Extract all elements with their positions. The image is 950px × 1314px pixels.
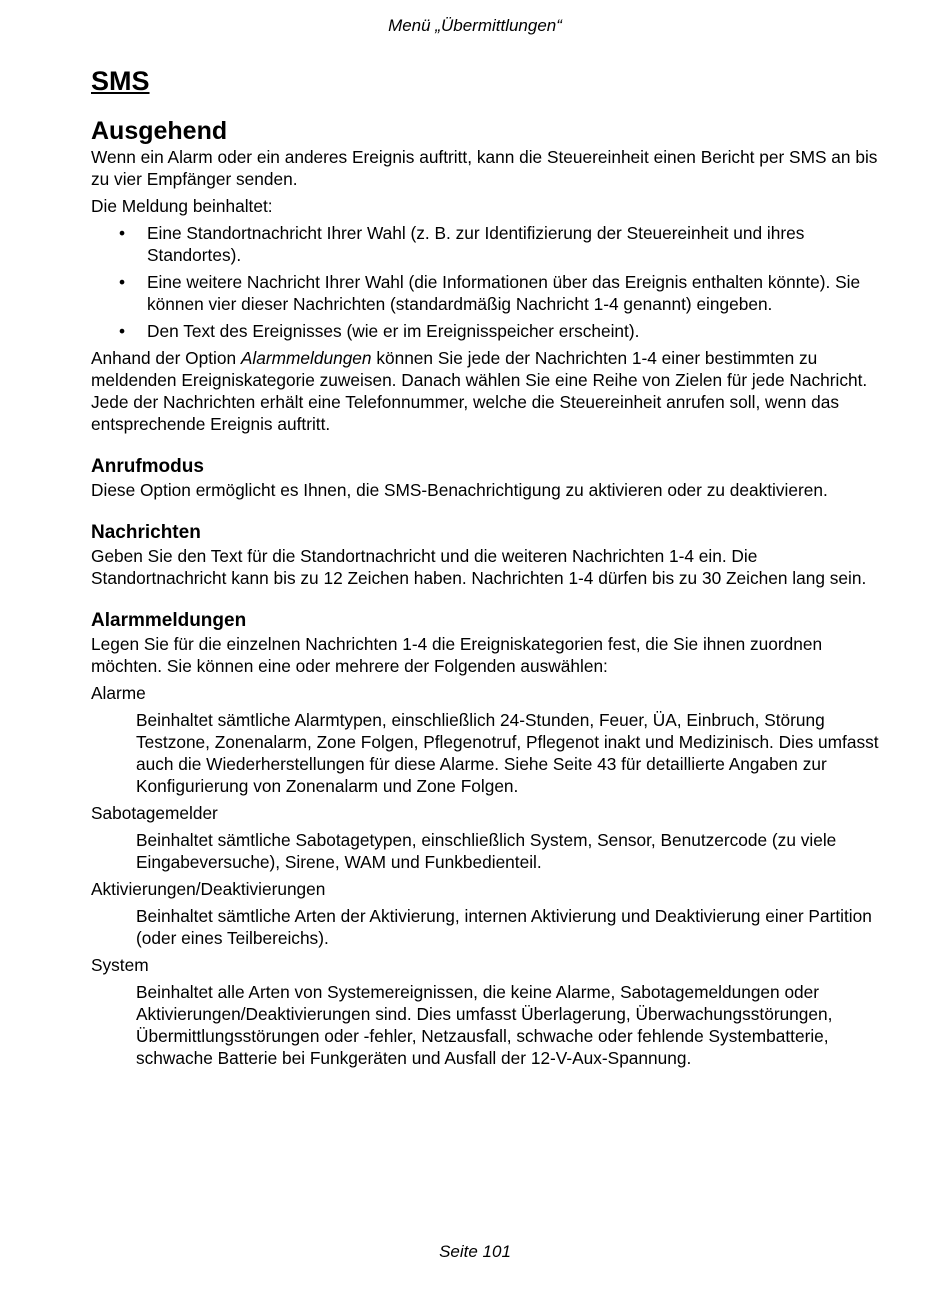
alarmmeldungen-intro: Legen Sie für die einzelnen Nachrichten 1-4 die Ereigniskategorien fest, die Sie ihnen zuordnen möchten. Sie können eine oder mehrere der Folgenden auswählen: (91, 634, 823, 676)
category-description: Beinhaltet sämtliche Sabotagetypen, einschließlich System, Sensor, Benutzercode (zu viele Eingabeversuche), Sirene, WAM und Funkbedienteil. (136, 830, 837, 872)
option-paragraph (91, 347, 881, 435)
category-description: Beinhaltet sämtliche Arten der Aktivierung, internen Aktivierung und Deaktivierung einer Partition (oder eines Teilbereichs). (136, 906, 872, 948)
nachrichten-text: Geben Sie den Text für die Standortnachricht und die weiteren Nachrichten 1-4 ein. Die Standortnachricht kann bis zu 12 Zeichen haben. Nachrichten 1-4 dürfen bis zu 30 Zeichen lang sein. (91, 546, 867, 588)
anrufmodus-text: Diese Option ermöglicht es Ihnen, die SMS-Benachrichtigung zu aktivieren oder zu deaktivieren. (91, 480, 828, 500)
option-text-post: können Sie jede der Nachrichten 1-4 einer bestimmten zu meldenden Ereigniskategorie zuweisen. Danach wählen Sie eine Reihe von Zielen für jede Nachricht. Jede der Nachrichten erhält eine Telefonnummer, welche die Steuereinheit anrufen soll, wenn das entsprechende Ereignis auftritt. (91, 348, 868, 434)
subheading-nachrichten: Nachrichten (91, 522, 201, 543)
section-heading-ausgehend: Ausgehend (91, 117, 228, 145)
category-term: Aktivierungen/Deaktivierungen (91, 879, 326, 899)
option-name-emphasis: Alarmmeldungen (240, 348, 372, 368)
page-content (91, 58, 881, 1074)
bullet-icon: • (119, 321, 126, 341)
page-number: Seite 101 (439, 1242, 511, 1261)
list-item-text: Den Text des Ereignisses (wie er im Ereignisspeicher erscheint). (147, 321, 640, 341)
running-header: Menü „Übermittlungen“ (388, 16, 562, 35)
list-item-text: Eine weitere Nachricht Ihrer Wahl (die Informationen über das Ereignis enthalten könnte). Sie können vier dieser Nachrichten (standardmäßig Nachricht 1-4 genannt) eingeben. (147, 272, 861, 314)
category-description: Beinhaltet sämtliche Alarmtypen, einschließlich 24-Stunden, Feuer, ÜA, Einbruch, Störung Testzone, Zonenalarm, Zone Folgen, Pflegenotruf, Pflegenot inakt und Medizinisch. Dies umfasst auch die Wiederherstellungen für diese Alarme. Siehe Seite 43 für detaillierte Angaben zur Konfigurierung von Zonenalarm und Zone Folgen. (136, 710, 879, 796)
message-contents-list (91, 222, 881, 342)
bullet-icon: • (119, 272, 126, 292)
intro-paragraph: Wenn ein Alarm oder ein anderes Ereignis auftritt, kann die Steuereinheit einen Bericht per SMS an bis zu vier Empfänger senden. (91, 147, 878, 189)
list-item (91, 222, 881, 266)
page-title: SMS (91, 66, 150, 96)
bullet-icon: • (119, 223, 126, 243)
list-intro: Die Meldung beinhaltet: (91, 196, 273, 216)
list-item (91, 320, 881, 342)
list-item (91, 271, 881, 315)
category-list (91, 682, 881, 1069)
category-description: Beinhaltet alle Arten von Systemereignissen, die keine Alarme, Sabotagemeldungen oder Aktivierungen/Deaktivierungen sind. Dies umfasst Überlagerung, Überwachungsstörungen, Übermittlungsstörungen oder -fehler, Netzausfall, schwache oder fehlende Systembatterie, schwache Batterie bei Funkgeräten und Ausfall der 12-V-Aux-Spannung. (136, 982, 833, 1068)
option-text-pre: Anhand der Option (91, 348, 241, 368)
subheading-anrufmodus: Anrufmodus (91, 456, 204, 477)
list-item-text: Eine Standortnachricht Ihrer Wahl (z. B. zur Identifizierung der Steuereinheit und ihres Standortes). (147, 223, 805, 265)
category-term: Alarme (91, 683, 146, 703)
subheading-alarmmeldungen: Alarmmeldungen (91, 610, 247, 631)
category-term: Sabotagemelder (91, 803, 218, 823)
category-term: System (91, 955, 149, 975)
